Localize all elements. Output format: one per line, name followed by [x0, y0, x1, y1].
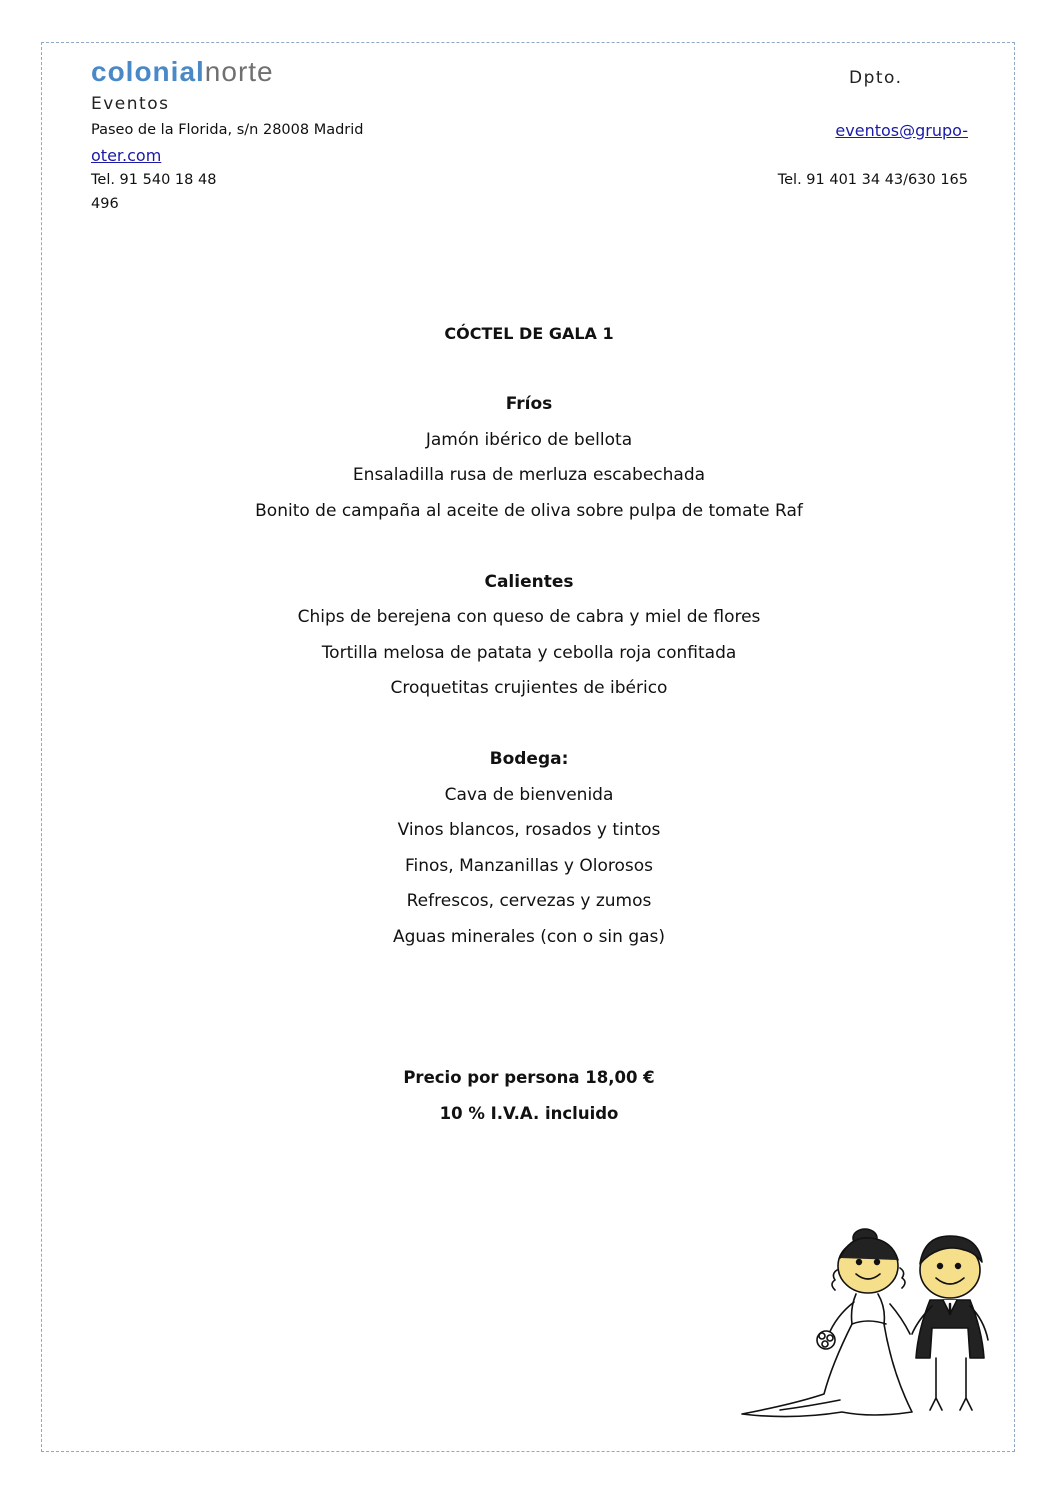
address: Paseo de la Florida, s/n 28008 Madrid: [91, 122, 364, 138]
menu-title: CÓCTEL DE GALA 1: [444, 324, 614, 343]
menu-item: Vinos blancos, rosados y tintos: [397, 820, 661, 840]
price-line: Precio por persona 18,00 €: [403, 1068, 655, 1087]
menu-item: Ensaladilla rusa de merluza escabechada: [352, 465, 706, 485]
dept-label: Dpto.: [849, 68, 903, 88]
menu-item: Chips de berejena con queso de cabra y miel de flores: [297, 607, 761, 627]
menu-item: Jamón ibérico de bellota: [425, 429, 633, 450]
tel-right: Tel. 91 401 34 43/630 165: [777, 172, 968, 188]
email-link[interactable]: eventos@grupo-: [835, 121, 968, 140]
tel-left: Tel. 91 540 18 48: [91, 172, 217, 188]
menu-item: Finos, Manzanillas y Olorosos: [404, 855, 654, 876]
bride-and-groom-illustration: [740, 1222, 1005, 1422]
menu-item: Refrescos, cervezas y zumos: [406, 891, 652, 911]
section-heading: Bodega:: [489, 749, 569, 769]
subtitle: Eventos: [91, 94, 170, 114]
section-heading: Calientes: [484, 571, 574, 592]
menu-item: Croquetitas crujientes de ibérico: [390, 678, 668, 698]
logo: colonialnorte: [91, 56, 274, 87]
menu-item: Cava de bienvenida: [444, 784, 614, 805]
menu-item: Aguas minerales (con o sin gas): [392, 926, 666, 947]
menu-content: [0, 316, 1058, 955]
vat-line: 10 % I.V.A. incluido: [439, 1103, 619, 1123]
menu-item: Bonito de campaña al aceite de oliva sobre pulpa de tomate Raf: [255, 500, 803, 521]
section-heading: Fríos: [505, 394, 553, 414]
price-block: [0, 1060, 1058, 1131]
tel-right-cont: 496: [91, 196, 119, 212]
menu-item: Tortilla melosa de patata y cebolla roja confitada: [321, 642, 737, 663]
email-link-cont[interactable]: oter.com: [91, 146, 162, 165]
